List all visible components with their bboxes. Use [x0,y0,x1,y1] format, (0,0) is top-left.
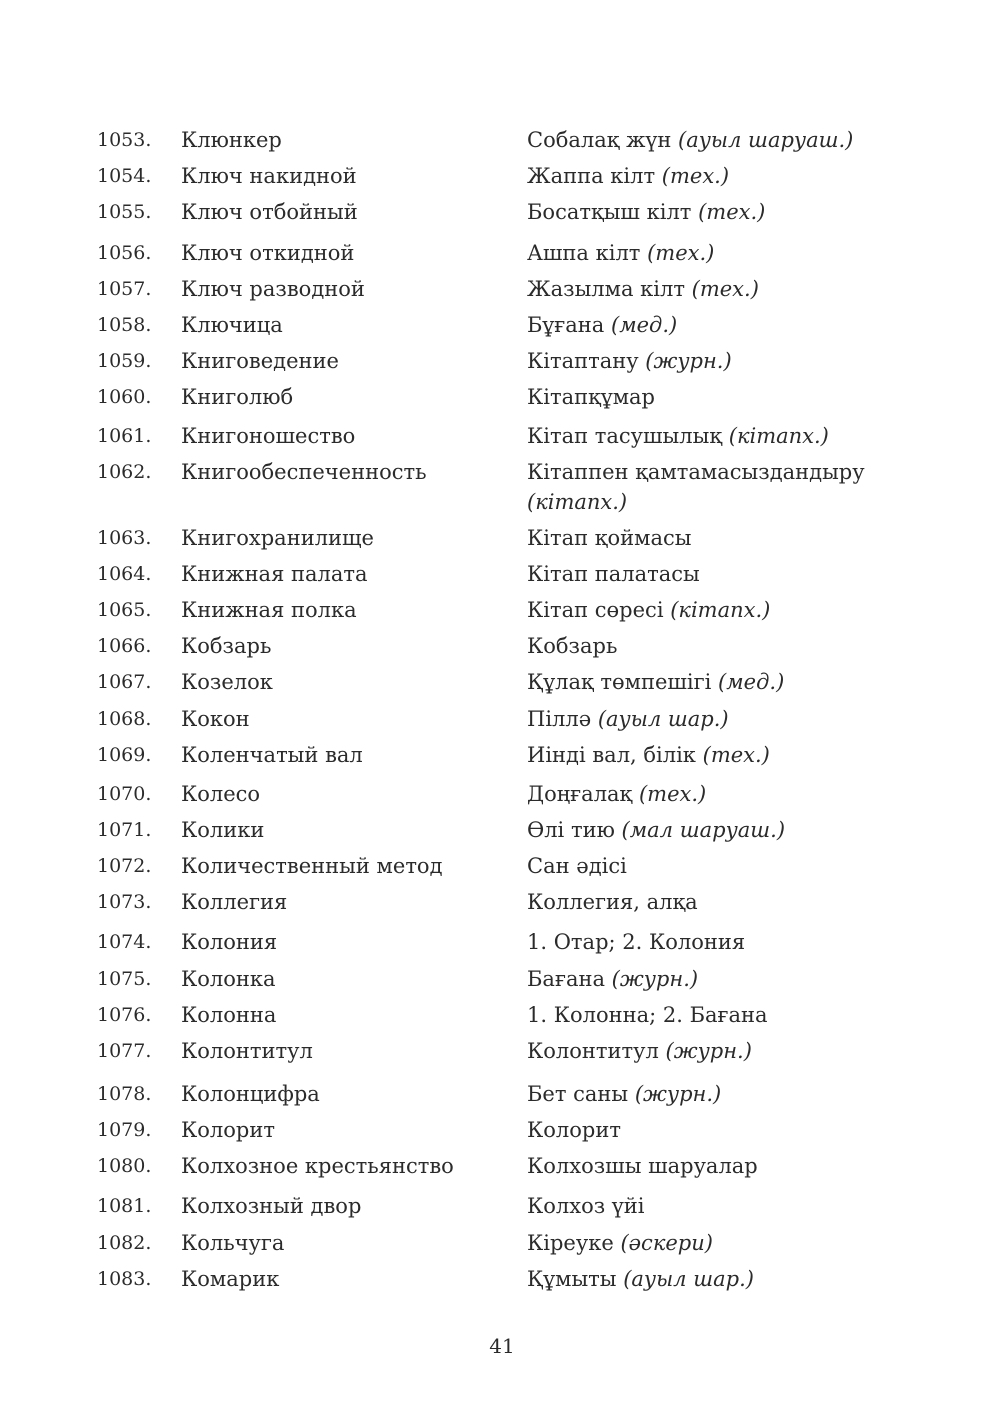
russian-term: Колесо [181,782,261,806]
russian-term: Комарик [181,1267,280,1291]
entry-number: 1073. [97,891,152,913]
kazakh-term: Құлақ төмпешігі [527,670,712,694]
russian-term: Книговедение [181,349,339,373]
kazakh-translation-cell [527,1115,907,1145]
domain-note: (тех.) [647,241,715,265]
kazakh-term: Колонтитул [527,1039,659,1063]
russian-term: Колонцифра [181,1082,320,1106]
kazakh-term: Колорит [527,1118,621,1142]
kazakh-translation-cell [527,457,907,517]
domain-note: (мед.) [718,670,785,694]
russian-term: Колонна [181,1003,277,1027]
kazakh-term: Құмыты [527,1267,617,1291]
entry-number: 1069. [97,744,152,766]
kazakh-translation-cell [527,851,907,881]
kazakh-term: Доңғалақ [527,782,633,806]
kazakh-term: Кітап қоймасы [527,526,692,550]
russian-term: Ключ отбойный [181,200,358,224]
russian-term: Коленчатый вал [181,743,363,767]
kazakh-term: 1. Колонна; 2. Бағана [527,1003,768,1027]
russian-term: Кокон [181,707,250,731]
entry-number: 1058. [97,314,152,336]
kazakh-translation-cell [527,779,907,809]
entry-number: 1076. [97,1004,152,1026]
domain-note: (мед.) [611,313,678,337]
entry-number: 1059. [97,350,152,372]
kazakh-translation-cell [527,1079,907,1109]
entry-number: 1053. [97,129,152,151]
entry-number: 1080. [97,1155,152,1177]
kazakh-translation-cell [527,667,907,697]
kazakh-term: 1. Отар; 2. Колония [527,930,746,954]
russian-term: Коллегия [181,890,288,914]
russian-term: Колхозное крестьянство [181,1154,454,1178]
entry-number: 1072. [97,855,152,877]
entry-number: 1062. [97,461,152,483]
russian-term: Кольчуга [181,1231,285,1255]
russian-term: Книгообеспеченность [181,460,427,484]
kazakh-term: Бет саны [527,1082,629,1106]
kazakh-term: Кітап палатасы [527,562,700,586]
russian-term: Клюнкер [181,128,282,152]
kazakh-translation-cell [527,964,907,994]
kazakh-translation-cell [527,740,907,770]
russian-term: Колонтитул [181,1039,313,1063]
domain-note: (тех.) [661,164,730,188]
entry-number: 1061. [97,425,152,447]
kazakh-translation-cell [527,595,907,625]
kazakh-term: Кітап сөресі [527,598,664,622]
kazakh-translation-cell [527,559,907,589]
russian-term: Кобзарь [181,634,272,658]
entry-number: 1083. [97,1268,152,1290]
kazakh-translation-cell [527,887,907,917]
russian-term: Книголюб [181,385,294,409]
kazakh-term: Кобзарь [527,634,618,658]
domain-note: (тех.) [702,743,770,767]
kazakh-term: Бағана [527,967,605,991]
domain-note: (кітапх.) [670,598,771,622]
kazakh-translation-cell [527,382,907,412]
entry-number: 1066. [97,635,152,657]
kazakh-translation-cell [527,421,907,451]
kazakh-term: Сан әдісі [527,854,627,878]
russian-term: Книгохранилище [181,526,374,550]
domain-note: (журн.) [645,349,732,373]
kazakh-term: Кітаппен қамтамасыздандыру [527,460,865,484]
russian-term: Количественный метод [181,854,443,878]
kazakh-translation-cell [527,1036,907,1066]
kazakh-term: Босатқыш кілт [527,200,692,224]
kazakh-term: Собалақ жүн [527,128,672,152]
kazakh-term: Колхоз үйі [527,1194,645,1218]
entry-number: 1065. [97,599,152,621]
entry-number: 1075. [97,968,152,990]
kazakh-translation-cell [527,161,907,191]
kazakh-term: Жаппа кілт [527,164,656,188]
kazakh-translation-cell [527,197,907,227]
entry-number: 1071. [97,819,152,841]
entry-number: 1054. [97,165,152,187]
entry-number: 1070. [97,783,152,805]
kazakh-translation-cell [527,238,907,268]
kazakh-translation-cell [527,927,907,957]
entry-number: 1078. [97,1083,152,1105]
kazakh-translation-cell [527,1151,907,1181]
domain-note: (ауыл шар.) [597,707,729,731]
kazakh-term: Жазылма кілт [527,277,685,301]
kazakh-term: Ашпа кілт [527,241,641,265]
kazakh-translation-cell [527,346,907,376]
domain-note: (ауыл шар.) [623,1267,754,1291]
entry-number: 1068. [97,708,152,730]
russian-term: Ключ разводной [181,277,365,301]
domain-note: (журн.) [665,1039,752,1063]
kazakh-term: Бұғана [527,313,605,337]
entry-number: 1067. [97,671,152,693]
russian-term: Книгоношество [181,424,356,448]
kazakh-term: Кітап тасушылық [527,424,723,448]
kazakh-term: Иінді вал, білік [527,743,696,767]
russian-term: Колония [181,930,278,954]
entry-number: 1077. [97,1040,152,1062]
entry-number: 1057. [97,278,152,300]
entry-number: 1063. [97,527,152,549]
kazakh-term: Кіреуке [527,1231,614,1255]
kazakh-translation-cell [527,125,907,155]
domain-note: (тех.) [691,277,759,301]
kazakh-translation-cell [527,815,907,845]
russian-term: Колики [181,818,265,842]
russian-term: Колорит [181,1118,275,1142]
kazakh-translation-cell [527,523,907,553]
domain-note: (журн.) [634,1082,722,1106]
entry-number: 1074. [97,931,152,953]
russian-term: Колонка [181,967,276,991]
kazakh-translation-cell [527,1191,907,1221]
entry-number: 1082. [97,1232,152,1254]
domain-note: (тех.) [638,782,707,806]
domain-note: (тех.) [698,200,766,224]
page-number: 41 [489,1334,515,1358]
entry-number: 1079. [97,1119,152,1141]
kazakh-translation-cell [527,704,907,734]
kazakh-translation-cell [527,310,907,340]
kazakh-translation-cell [527,1264,907,1294]
domain-note: (кітапх.) [527,490,628,514]
kazakh-term: Колхозшы шаруалар [527,1154,758,1178]
russian-term: Ключ откидной [181,241,355,265]
entry-number: 1055. [97,201,152,223]
domain-note: (ауыл шаруаш.) [678,128,854,152]
kazakh-translation-cell [527,274,907,304]
kazakh-translation-cell [527,1000,907,1030]
russian-term: Книжная полка [181,598,357,622]
russian-term: Ключица [181,313,283,337]
domain-note: (журн.) [611,967,699,991]
kazakh-translation-cell [527,1228,907,1258]
russian-term: Козелок [181,670,273,694]
entry-number: 1081. [97,1195,152,1217]
entry-number: 1064. [97,563,152,585]
entry-number: 1060. [97,386,152,408]
russian-term: Колхозный двор [181,1194,362,1218]
kazakh-term: Өлі тию [527,818,615,842]
kazakh-term: Кітаптану [527,349,639,373]
kazakh-translation-cell [527,631,907,661]
entry-number: 1056. [97,242,152,264]
russian-term: Книжная палата [181,562,368,586]
russian-term: Ключ накидной [181,164,357,188]
domain-note: (әскери) [620,1231,713,1255]
kazakh-term: Піллә [527,707,592,731]
kazakh-term: Кітапқұмар [527,385,655,409]
domain-note: (кітапх.) [728,424,829,448]
domain-note: (мал шаруаш.) [621,818,786,842]
kazakh-term: Коллегия, алқа [527,890,698,914]
